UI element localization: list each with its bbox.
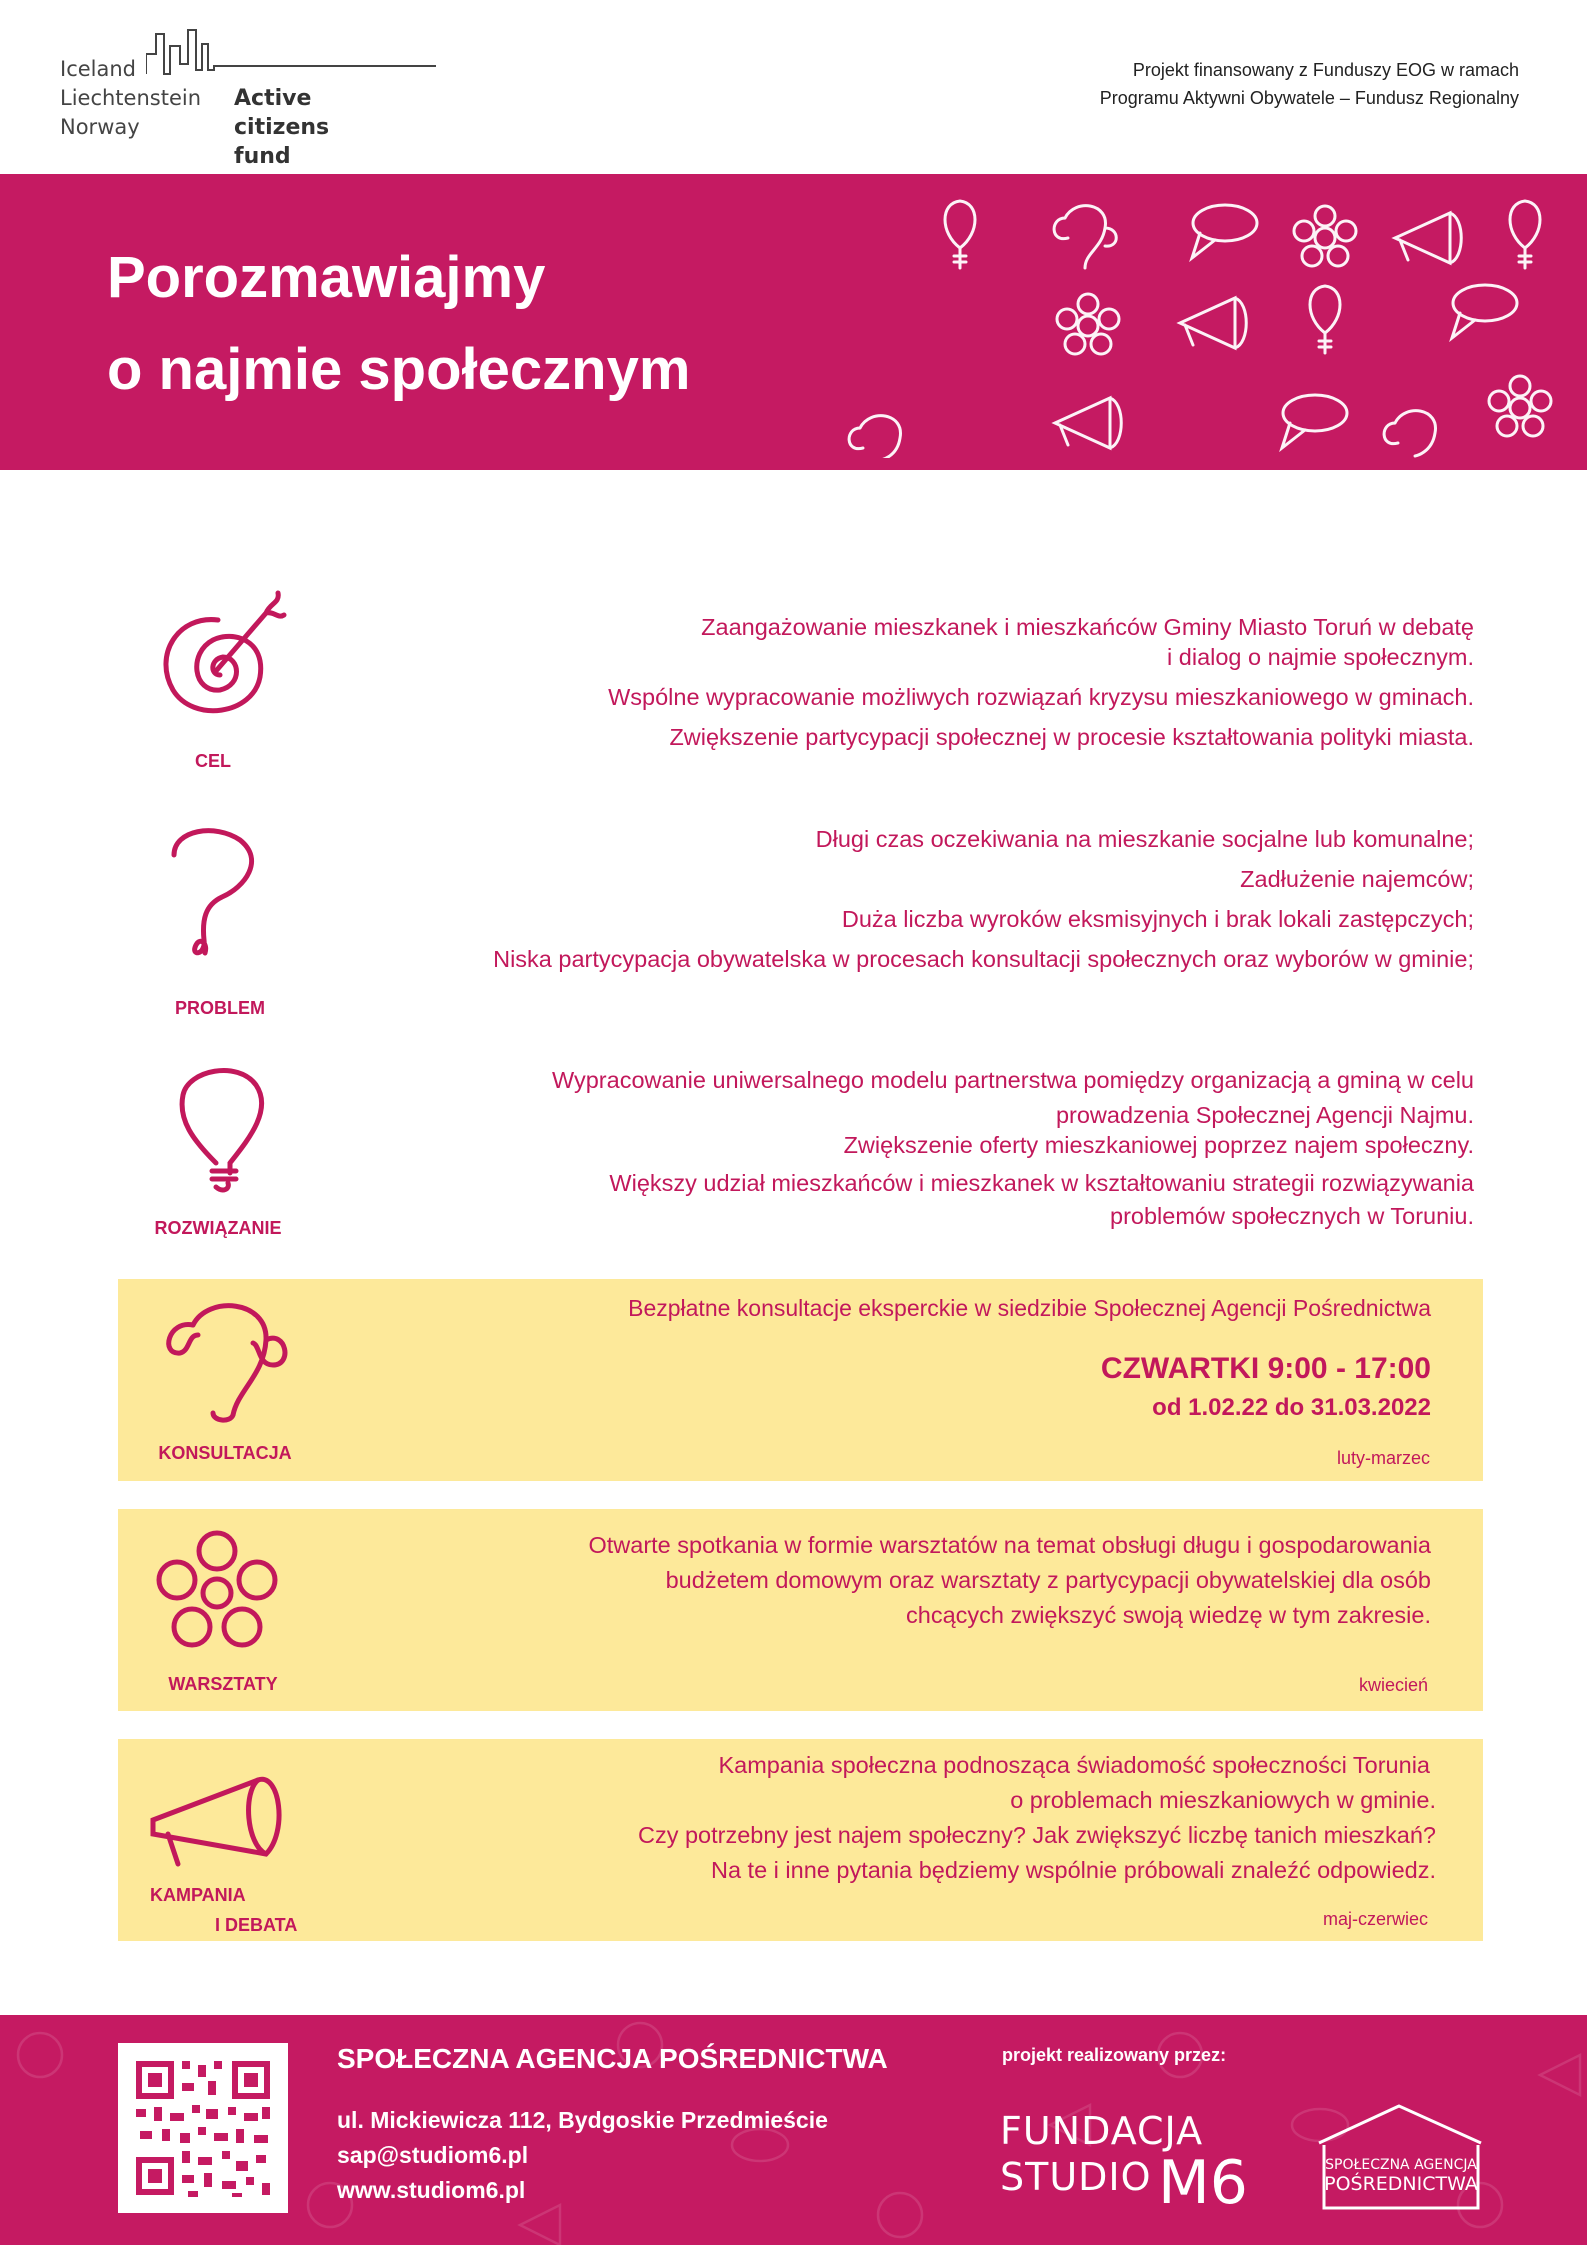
- kampania-line-1: Kampania społeczna podnosząca świadomość społeczności Torunia: [718, 1752, 1430, 1778]
- decorative-doodles-icon: [840, 198, 1580, 458]
- cel-line-3: Wspólne wypracowanie możliwych rozwiązań kryzysu mieszkaniowego w gminach.: [608, 684, 1474, 710]
- rozwiazanie-line-4: Większy udział mieszkańców i mieszkanek w kształtowaniu strategii rozwiązywania: [609, 1170, 1474, 1196]
- problem-line-4: Niska partycypacja obywatelska w procesach konsultacji społecznych oraz wyborów w gminie;: [493, 946, 1474, 972]
- logo-fund-citizens: citizens fund: [234, 115, 330, 169]
- konsultacja-text: Bezpłatne konsultacje eksperckie w siedzibie Społecznej Agencji Pośrednictwa: [628, 1295, 1431, 1321]
- megaphone-icon: [148, 1772, 288, 1872]
- problem-line-2: Zadłużenie najemców;: [1240, 866, 1474, 892]
- footer-title: SPOŁECZNA AGENCJA POŚREDNICTWA: [337, 2043, 888, 2074]
- section-label-warsztaty: WARSZTATY: [168, 1674, 278, 1694]
- warsztaty-line-2: budżetem domowym oraz warsztaty z partycypacji obywatelskiej dla osób: [665, 1567, 1431, 1593]
- qr-code-icon: [118, 2043, 288, 2213]
- footer-address: [337, 2103, 828, 2208]
- page-title: [107, 232, 690, 416]
- warsztaty-period: kwiecień: [1358, 1675, 1428, 1695]
- section-text-problem: [124, 824, 1474, 974]
- rozwiazanie-line-1: Wypracowanie uniwersalnego modelu partnerstwa pomiędzy organizacją a gminą w celu: [552, 1067, 1474, 1093]
- active-citizens-fund-logo: [58, 22, 378, 169]
- kampania-line-3: Czy potrzebny jest najem społeczny? Jak zwiększyć liczbę tanich mieszkań?: [637, 1822, 1436, 1848]
- funding-line-2: Programu Aktywni Obywatele – Fundusz Regionalny: [1099, 88, 1519, 108]
- sap-logo-line-1: SPOŁECZNA AGENCJA: [1325, 2157, 1477, 2173]
- problem-line-3: Duża liczba wyroków eksmisyjnych i brak lokali zastępczych;: [841, 906, 1474, 932]
- fundacja-logo-line-2: STUDIO: [1000, 2155, 1152, 2199]
- page-title-line-2: o najmie społecznym: [107, 337, 691, 402]
- flower-icon: [150, 1528, 285, 1658]
- footer-email: sap@studiom6.pl: [337, 2142, 529, 2168]
- kampania-label-line-2: I DEBATA: [215, 1915, 298, 1935]
- section-text-cel: [324, 612, 1474, 752]
- cel-line-1: Zaangażowanie mieszkanek i mieszkańców Gminy Miasto Toruń w debatę: [701, 614, 1474, 640]
- logo-fund-active: Active: [234, 86, 312, 111]
- footer-address-street: ul. Mickiewicza 112, Bydgoskie Przedmieście: [337, 2107, 828, 2133]
- kampania-period: maj-czerwiec: [1322, 1909, 1428, 1929]
- logo-country-liechtenstein: Liechtenstein: [60, 86, 202, 110]
- warsztaty-line-1: Otwarte spotkania w formie warsztatów na temat obsługi długu i gospodarowania: [588, 1532, 1431, 1558]
- cel-line-4: Zwiększenie partycypacji społecznej w procesie kształtowania polityki miasta.: [669, 724, 1474, 750]
- rozwiazanie-line-5: problemów społecznych w Toruniu.: [1110, 1203, 1474, 1229]
- target-icon: [148, 585, 288, 730]
- rozwiazanie-line-2: prowadzenia Społecznej Agencji Najmu.: [1055, 1102, 1474, 1128]
- cel-line-2: i dialog o najmie społecznym.: [1167, 644, 1474, 670]
- sap-logo-line-2: POŚREDNICTWA: [1324, 2173, 1478, 2195]
- konsultacja-dates: od 1.02.22 do 31.03.2022: [1152, 1394, 1431, 1421]
- section-label-rozwiazanie: ROZWIĄZANIE: [154, 1218, 282, 1238]
- funding-line-1: Projekt finansowany z Funduszy EOG w ramach: [1132, 60, 1519, 80]
- section-label-konsultacja: KONSULTACJA: [158, 1443, 292, 1463]
- problem-line-1: Długi czas oczekiwania na mieszkanie socjalne lub komunalne;: [815, 826, 1474, 852]
- page-title-line-1: Porozmawiajmy: [107, 245, 546, 310]
- kampania-line-2: o problemach mieszkaniowych w gminie.: [1010, 1787, 1436, 1813]
- kampania-line-4: Na te i inne pytania będziemy wspólnie próbowali znaleźć odpowiedz.: [710, 1857, 1436, 1883]
- kampania-label-line-1: KAMPANIA: [150, 1885, 246, 1905]
- section-text-warsztaty: [281, 1528, 1431, 1633]
- fundacja-logo-line-1: FUNDACJA: [1000, 2109, 1204, 2153]
- section-label-problem: PROBLEM: [175, 998, 265, 1018]
- section-text-rozwiazanie: [174, 1065, 1474, 1231]
- headset-icon: [158, 1295, 293, 1425]
- section-label-cel: CEL: [195, 751, 231, 771]
- section-label-kampania: [150, 1880, 320, 1940]
- footer-website: www.studiom6.pl: [337, 2177, 526, 2203]
- logo-country-iceland: Iceland: [60, 57, 137, 81]
- logo-country-norway: Norway: [60, 115, 140, 139]
- rozwiazanie-line-3: Zwiększenie oferty mieszkaniowej poprzez najem społeczny.: [843, 1132, 1474, 1158]
- sap-logo-text: [1316, 2157, 1486, 2195]
- m6-logo-text: M6: [1158, 2148, 1248, 2218]
- section-text-kampania: [286, 1748, 1436, 1888]
- konsultacja-period: luty-marzec: [1336, 1448, 1430, 1468]
- funding-note: [1100, 56, 1519, 112]
- konsultacja-schedule: CZWARTKI 9:00 - 17:00: [1100, 1352, 1431, 1385]
- warsztaty-line-3: chcących zwiększyć swoją wiedzę w tym zakresie.: [906, 1602, 1431, 1628]
- footer-realized-by: projekt realizowany przez:: [1002, 2045, 1227, 2065]
